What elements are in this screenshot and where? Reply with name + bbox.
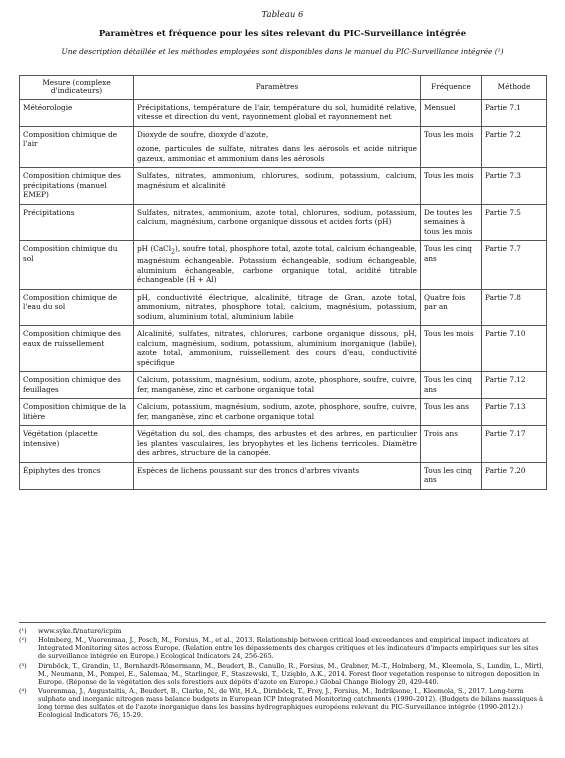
cell-frequence: De toutes les semaines à tous les mois [421, 204, 482, 240]
table-row [20, 289, 547, 325]
cell-mesure: Composition chimique des eaux de ruissellement [20, 326, 134, 372]
table-row [20, 126, 547, 167]
cell-parametres: Précipitations, température de l'air, température du sol, humidité relative, vitesse et direction du vent, rayonnement global et rayonnement net [134, 99, 421, 126]
cell-parametres: Espèces de lichens poussant sur des troncs d'arbres vivants [134, 462, 421, 489]
cell-frequence: Tous les cinq ans [421, 372, 482, 399]
footnote-text: Holmberg, M., Vuorenmaa, J., Posch, M., Forsius, M., et al., 2013. Relationship between critical load exceedances and empirical impact indicators at Integrated Monitoring sites across Europe. (Relation entre les dépassements des charges critiques et les indicateurs d'impacts empiriques sur les sites de surveillance intégrée en Europe.) Ecological Indicators 24, 256-265. [38, 636, 539, 661]
footnote [19, 636, 546, 660]
cell-parametres: Calcium, potassium, magnésium, sodium, azote, phosphore, soufre, cuivre, fer, manganèse, zinc et carbone organique total [134, 372, 421, 399]
cell-mesure: Composition chimique du sol [20, 241, 134, 290]
cell-parametres: Calcium, potassium, magnésium, sodium, azote, phosphore, soufre, cuivre, fer, manganèse, zinc et carbone organique total [134, 399, 421, 426]
footnote-marker: (²) [19, 636, 27, 645]
cell-methode: Partie 7.10 [482, 326, 547, 372]
cell-parametres: pH, conductivité électrique, alcalinité, titrage de Gran, azote total, ammonium, nitrates, phosphore total, calcium, magnésium, potassium, sodium, aluminium total, aluminium labile [134, 289, 421, 325]
cell-parametres [134, 126, 421, 167]
cell-methode: Partie 7.13 [482, 399, 547, 426]
cell-parametres: Végétation du sol, des champs, des arbustes et des arbres, en particulier les plantes vasculaires, les bryophytes et les lichens terricoles. Diamètre des arbres, structure de la canopée. [134, 426, 421, 462]
cell-frequence: Mensuel [421, 99, 482, 126]
table-header-row [20, 76, 547, 100]
cell-methode: Partie 7.1 [482, 99, 547, 126]
table-row [20, 372, 547, 399]
cell-frequence: Trois ans [421, 426, 482, 462]
cell-mesure: Précipitations [20, 204, 134, 240]
table-row [20, 399, 547, 426]
table-row [20, 326, 547, 372]
table-row [20, 168, 547, 204]
cell-mesure: Épiphytes des troncs [20, 462, 134, 489]
cell-mesure: Météorologie [20, 99, 134, 126]
cell-frequence: Tous les mois [421, 326, 482, 372]
footnote-text: Dirnböck, T., Grandin, U., Bernhardt-Römermann, M., Beudert, B., Canullo, R., Forsius, M., Grabner, M.-T., Holmberg, M., Kleemola, S., Lundin, L., Mirtl, M., Neumann, M., Pompei, E., Salemaa, M., Starlinger, F., Staszewski, T., Uziębło, A.K., 2014. Forest floor vegetation response to nitrogen deposition in Europe. (Réponse de la végétation des sols forestiers aux dépôts d'azote en Europe.) Global Change Biology 20, 429-440. [38, 661, 544, 686]
table-row [20, 241, 547, 290]
header-methode: Méthode [482, 76, 547, 100]
cell-methode: Partie 7.20 [482, 462, 547, 489]
cell-frequence: Tous les mois [421, 126, 482, 167]
cell-methode: Partie 7.8 [482, 289, 547, 325]
cell-methode: Partie 7.5 [482, 204, 547, 240]
cell-methode: Partie 7.7 [482, 241, 547, 290]
footnote-marker: (¹) [19, 627, 27, 635]
table-row [20, 426, 547, 462]
footnote [19, 687, 546, 720]
table-row [20, 99, 547, 126]
table-title: Paramètres et fréquence pour les sites relevant du PIC-Surveillance intégrée [98, 29, 467, 39]
cell-mesure: Composition chimique de l'air [20, 126, 134, 167]
footnote [19, 662, 546, 686]
cell-methode: Partie 7.17 [482, 426, 547, 462]
cell-methode: Partie 7.2 [482, 126, 547, 167]
cell-mesure: Composition chimique des feuillages [20, 372, 134, 399]
table-subtitle: Une description détaillée et les méthodes employées sont disponibles dans le manuel du PIC-Surveillance intégrée (¹) [61, 47, 504, 56]
table-row [20, 462, 547, 489]
footnote-marker: (⁴) [19, 686, 27, 695]
cell-methode: Partie 7.12 [482, 372, 547, 399]
table-row [20, 204, 547, 240]
header-frequence: Fréquence [421, 76, 482, 100]
cell-frequence: Tous les cinq ans [421, 462, 482, 489]
cell-parametres-rest: ), soufre total, phosphore total, azote total, calcium échangeable, magnésium échangeable. Potassium échangeable, sodium échangeable, aluminium échangeable, carbone organique total, acidité titrable échangeable (H + Al) [137, 244, 417, 285]
table-caption: Tableau 6 [261, 10, 304, 20]
cell-mesure: Composition chimique de la litière [20, 399, 134, 426]
cell-parametres: Sulfates, nitrates, ammonium, azote total, chlorures, sodium, potassium, calcium, magnésium, carbone organique dissous et acides forts (pH) [134, 204, 421, 240]
footnote [19, 627, 546, 635]
header-parametres: Paramètres [134, 76, 421, 100]
cell-mesure: Composition chimique de l'eau du sol [20, 289, 134, 325]
footnote-text: www.syke.fi/nature/icpim [38, 627, 122, 635]
parameters-table [19, 75, 547, 490]
cell-frequence: Quatre fois par an [421, 289, 482, 325]
cell-frequence: Tous les ans [421, 399, 482, 426]
footnote-marker: (³) [19, 661, 27, 670]
cell-parametres [134, 241, 421, 290]
cell-parametres: Sulfates, nitrates, ammonium, chlorures, sodium, potassium, calcium, magnésium et alcalinité [134, 168, 421, 204]
cell-frequence: Tous les cinq ans [421, 241, 482, 290]
cell-frequence: Tous les mois [421, 168, 482, 204]
cell-parametres-line-1: Dioxyde de soufre, dioxyde d'azote, [137, 129, 269, 139]
subscript-2: 2 [171, 248, 175, 256]
cell-mesure: Composition chimique des précipitations (manuel EMEP) [20, 168, 134, 204]
cell-methode: Partie 7.3 [482, 168, 547, 204]
footnotes [19, 622, 546, 720]
cell-parametres-line-2: ozone, particules de sulfate, nitrates dans les aérosols et acide nitrique gazeux, ammoniac et ammonium dans les aérosols [137, 144, 417, 163]
footnote-text: Vuorenmaa, J., Augustaitis, A., Beudert, B., Clarke, N., de Wit, H.A., Dirnböck, T., Frey, J., Forsius, M., Indriksone, I., Kleemola, S., 2017. Long-term sulphate and inorganic nitrogen mass balance budgets in European ICP Integrated Monitoring catchments (1990–2012). (Budgets de bilans massiques à long terme des sulfates et de l'azote inorganique dans les bassins hydrographiques européens relevant du PIC-Surveillance intégrée (1990-2012).) Ecological Indicators 76, 15-29. [38, 686, 544, 720]
cell-parametres: Alcalinité, sulfates, nitrates, chlorures, carbone organique dissous, pH, calcium, magnésium, sodium, potassium, aluminium inorganique (labile), azote total, ammonium, ruissellement des cours d'eau, conductivité spécifique [134, 326, 421, 372]
cell-parametres-prefix: pH (CaCl [137, 244, 172, 254]
cell-mesure: Végétation (placette intensive) [20, 426, 134, 462]
header-mesure: Mesure (complexe d'indicateurs) [20, 76, 134, 100]
